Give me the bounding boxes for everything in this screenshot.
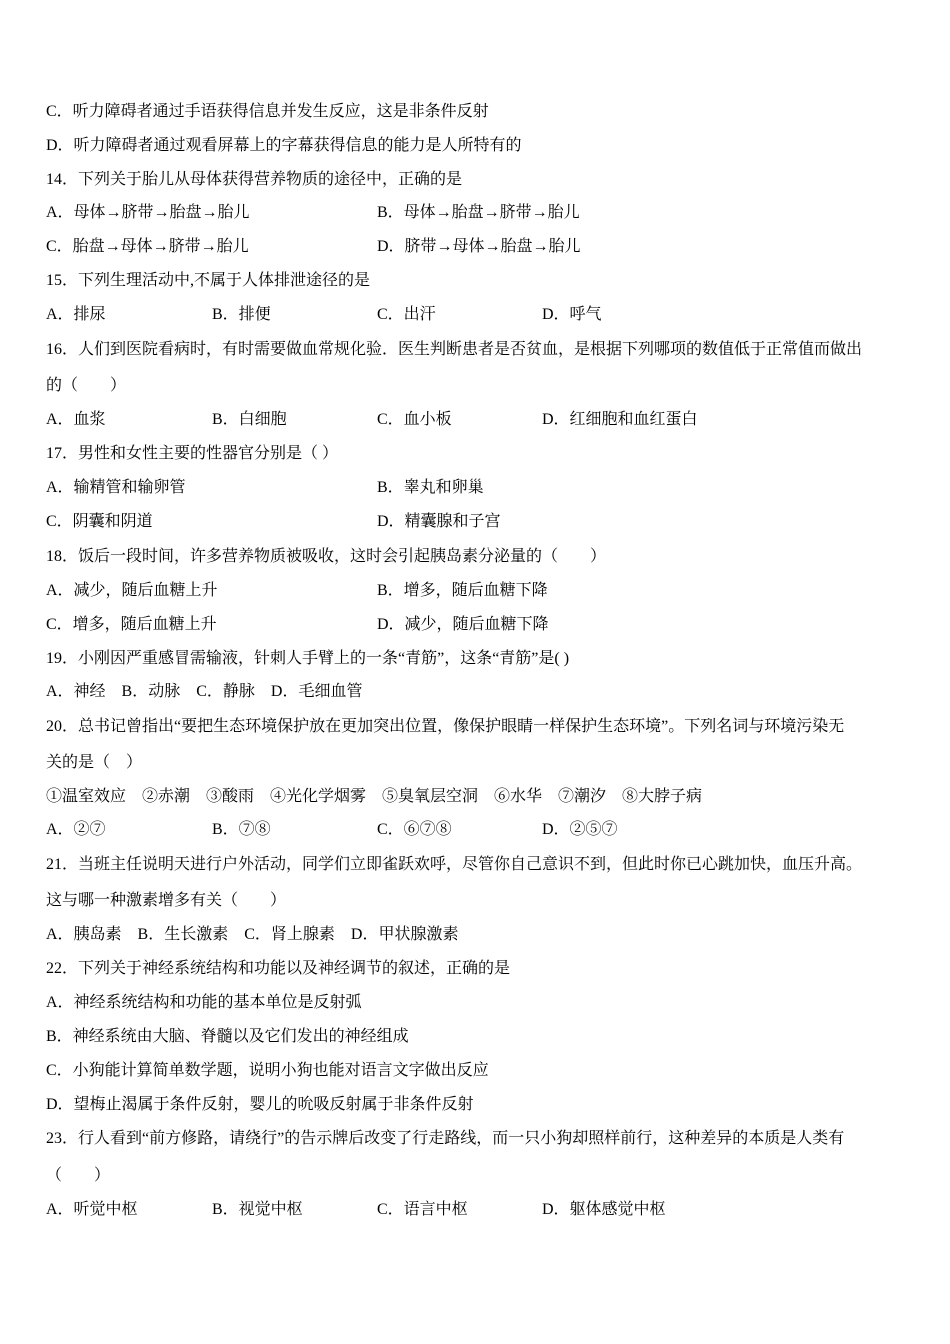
text-line: 18．饭后一段时间，许多营养物质被吸收，这时会引起胰岛素分泌量的（ ）: [46, 548, 607, 565]
text-line: A．神经 B．动脉 C．静脉 D．毛细血管: [46, 683, 363, 700]
text-line: 21．当班主任说明天进行户外活动，同学们立即雀跃欢呼，尽管你自己意识不到，但此时你已心跳加快，血压升高。: [46, 856, 863, 873]
text-line: 这与哪一种激素增多有关（ ）: [46, 892, 287, 909]
answer-option: B．增多，随后血糖下降: [377, 582, 548, 599]
text-line: A．神经系统结构和功能的基本单位是反射弧: [46, 994, 362, 1011]
answer-option: C．出汗: [377, 306, 436, 323]
answer-option: C．语言中枢: [377, 1201, 468, 1218]
answer-option: D．脐带→母体→胎盘→胎儿: [377, 238, 581, 255]
answer-option: D．呼气: [542, 306, 602, 323]
answer-option: B．排便: [212, 306, 271, 323]
answer-option: A．排尿: [46, 306, 106, 323]
text-line: 17．男性和女性主要的性器官分别是（ ）: [46, 445, 339, 462]
answer-option: B．睾丸和卵巢: [377, 479, 484, 496]
text-line: （ ）: [46, 1167, 111, 1184]
text-line: C．小狗能计算简单数学题，说明小狗也能对语言文字做出反应: [46, 1062, 489, 1079]
answer-option: B．白细胞: [212, 411, 287, 428]
text-line: 19．小刚因严重感冒需输液，针刺人手臂上的一条“青筋”，这条“青筋”是( ): [46, 650, 570, 667]
text-line: A．胰岛素 B．生长激素 C．肾上腺素 D．甲状腺激素: [46, 926, 459, 943]
answer-option: D．减少，随后血糖下降: [377, 616, 549, 633]
answer-option: A．听觉中枢: [46, 1201, 138, 1218]
text-line: 23．行人看到“前方修路，请绕行”的告示牌后改变了行走路线，而一只小狗却照样前行，这种差异的本质是人类有: [46, 1130, 845, 1147]
answer-option: D．精囊腺和子宫: [377, 513, 501, 530]
answer-option: C．胎盘→母体→脐带→胎儿: [46, 238, 249, 255]
answer-option: A．减少，随后血糖上升: [46, 582, 218, 599]
text-line: 16．人们到医院看病时，有时需要做血常规化验．医生判断患者是否贫血，是根据下列哪项的数值低于正常值而做出: [46, 341, 863, 358]
answer-option: B．⑦⑧: [212, 821, 271, 838]
text-line: 22．下列关于神经系统结构和功能以及神经调节的叙述，正确的是: [46, 960, 511, 977]
text-line: ①温室效应 ②赤潮 ③酸雨 ④光化学烟雾 ⑤臭氧层空洞 ⑥水华 ⑦潮汐 ⑧大脖子病: [46, 788, 703, 805]
answer-option: A．输精管和输卵管: [46, 479, 186, 496]
answer-option: D．红细胞和血红蛋白: [542, 411, 698, 428]
text-line: 15．下列生理活动中,不属于人体排泄途径的是: [46, 272, 371, 289]
answer-option: B．母体→胎盘→脐带→胎儿: [377, 204, 580, 221]
answer-option: C．增多，随后血糖上升: [46, 616, 217, 633]
answer-option: C．血小板: [377, 411, 452, 428]
text-line: 的（ ）: [46, 377, 127, 394]
answer-option: A．②⑦: [46, 821, 106, 838]
answer-option: C．⑥⑦⑧: [377, 821, 452, 838]
answer-option: C．阴囊和阴道: [46, 513, 153, 530]
answer-option: B．视觉中枢: [212, 1201, 303, 1218]
text-line: D．听力障碍者通过观看屏幕上的字幕获得信息的能力是人所特有的: [46, 137, 522, 154]
text-line: C．听力障碍者通过手语获得信息并发生反应，这是非条件反射: [46, 103, 489, 120]
text-line: 20．总书记曾指出“要把生态环境保护放在更加突出位置，像保护眼睛一样保护生态环境”。下列名词与环境污染无: [46, 718, 845, 735]
answer-option: A．血浆: [46, 411, 106, 428]
text-line: D．望梅止渴属于条件反射，婴儿的吮吸反射属于非条件反射: [46, 1096, 474, 1113]
answer-option: A．母体→脐带→胎盘→胎儿: [46, 204, 250, 221]
answer-option: D．②⑤⑦: [542, 821, 618, 838]
text-line: 14．下列关于胎儿从母体获得营养物质的途径中，正确的是: [46, 171, 463, 188]
text-line: 关的是（ ）: [46, 754, 143, 771]
answer-option: D．躯体感觉中枢: [542, 1201, 666, 1218]
text-line: B．神经系统由大脑、脊髓以及它们发出的神经组成: [46, 1028, 409, 1045]
